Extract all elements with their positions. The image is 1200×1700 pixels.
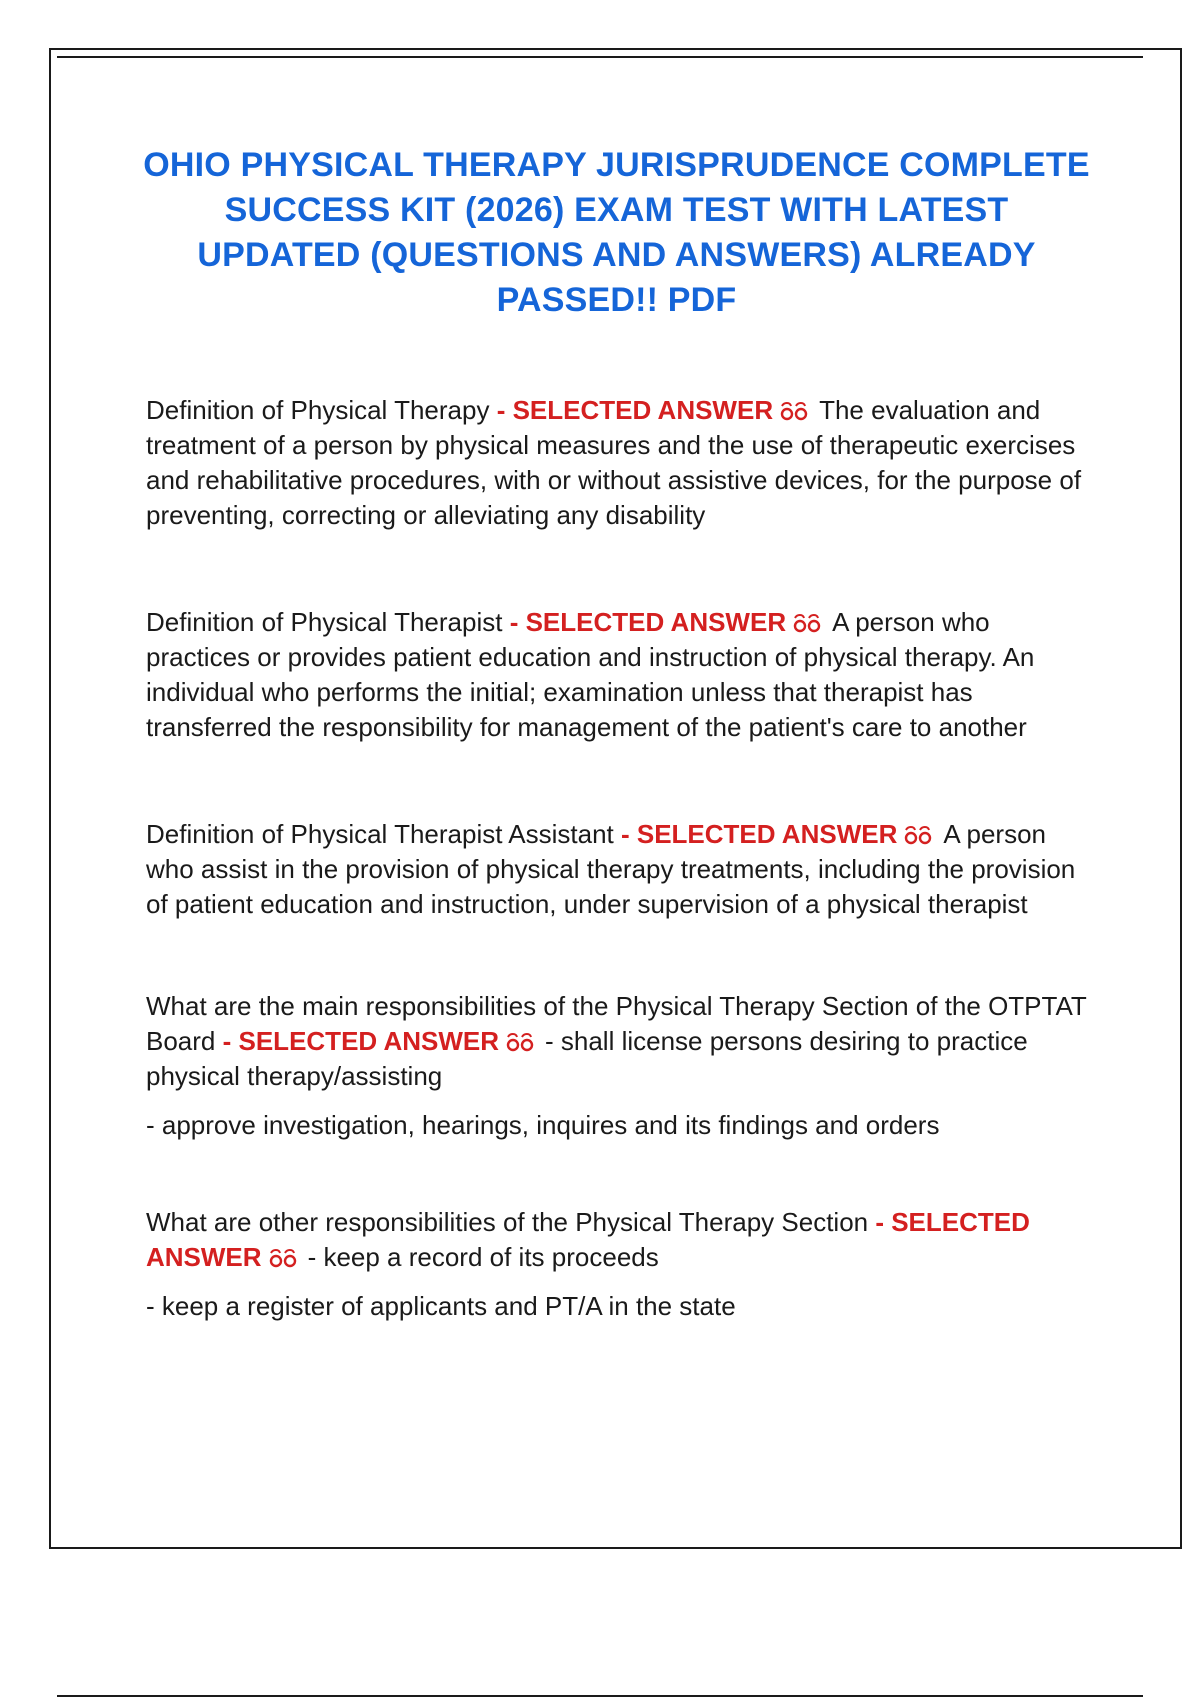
qa-paragraph	[146, 393, 1096, 533]
answer-text: - keep a record of its proceeds	[307, 1242, 659, 1272]
selected-answer-label: SELECTED ANSWER	[512, 395, 774, 425]
answer-separator: -	[215, 1026, 239, 1056]
answer-separator: -	[489, 395, 513, 425]
qa-item	[146, 989, 1096, 1143]
qa-paragraph	[146, 817, 1096, 922]
qa-item	[146, 393, 1096, 533]
question-text: Definition of Physical Therapist	[146, 607, 503, 637]
qa-paragraph	[146, 1205, 1096, 1275]
top-divider	[57, 56, 1143, 58]
answer-text: A person who assist in the provision of physical therapy treatments, including the provision of patient education and instruction, under supervision of a physical therapist	[146, 819, 1076, 919]
qa-list	[146, 393, 1096, 1324]
selected-answer-label: SELECTED ANSWER	[525, 607, 787, 637]
qa-paragraph	[146, 989, 1096, 1094]
selected-answer-label: SELECTED ANSWER	[146, 1207, 1030, 1272]
selected-answer-label: SELECTED ANSWER	[636, 819, 898, 849]
qa-item	[146, 1205, 1096, 1324]
double-loop-glyph-icon	[792, 612, 822, 634]
answer-text: A person who practices or provides patient education and instruction of physical therapy. An individual who performs the initial; examination unless that therapist has transferred the responsibility for management of the patient's care to another	[146, 607, 1035, 742]
answer-separator: -	[613, 819, 637, 849]
question-text: Definition of Physical Therapy	[146, 395, 490, 425]
answer-extra-line: - approve investigation, hearings, inquires and its findings and orders	[146, 1110, 940, 1140]
answer-separator: -	[868, 1207, 892, 1237]
answer-extra-line: - keep a register of applicants and PT/A in the state	[146, 1291, 736, 1321]
double-loop-glyph-icon	[779, 400, 809, 422]
question-text: What are the main responsibilities of the Physical Therapy Section of the OTPTAT Board	[146, 991, 1087, 1056]
question-text: Definition of Physical Therapist Assistant	[146, 819, 614, 849]
double-loop-glyph-icon	[903, 824, 933, 846]
double-loop-glyph-icon	[268, 1247, 298, 1269]
bottom-divider	[57, 1695, 1143, 1697]
answer-text: - shall license persons desiring to practice physical therapy/assisting	[146, 1026, 1028, 1091]
answer-text: The evaluation and treatment of a person by physical measures and the use of therapeutic exercises and rehabilitative procedures, with or without assistive devices, for the purpose of preventing, correcting or alleviating any disability	[146, 395, 1082, 530]
double-loop-glyph-icon	[505, 1031, 535, 1053]
document-title: OHIO PHYSICAL THERAPY JURISPRUDENCE COMPLETE SUCCESS KIT (2026) EXAM TEST WITH LATEST UPDATED (QUESTIONS AND ANSWERS) ALREADY PASSED!! PDF	[143, 146, 1090, 319]
qa-item	[146, 605, 1096, 745]
qa-paragraph	[146, 605, 1096, 745]
answer-separator: -	[502, 607, 526, 637]
question-text: What are other responsibilities of the Physical Therapy Section	[146, 1207, 869, 1237]
selected-answer-label: SELECTED ANSWER	[238, 1026, 499, 1056]
qa-item	[146, 817, 1096, 922]
